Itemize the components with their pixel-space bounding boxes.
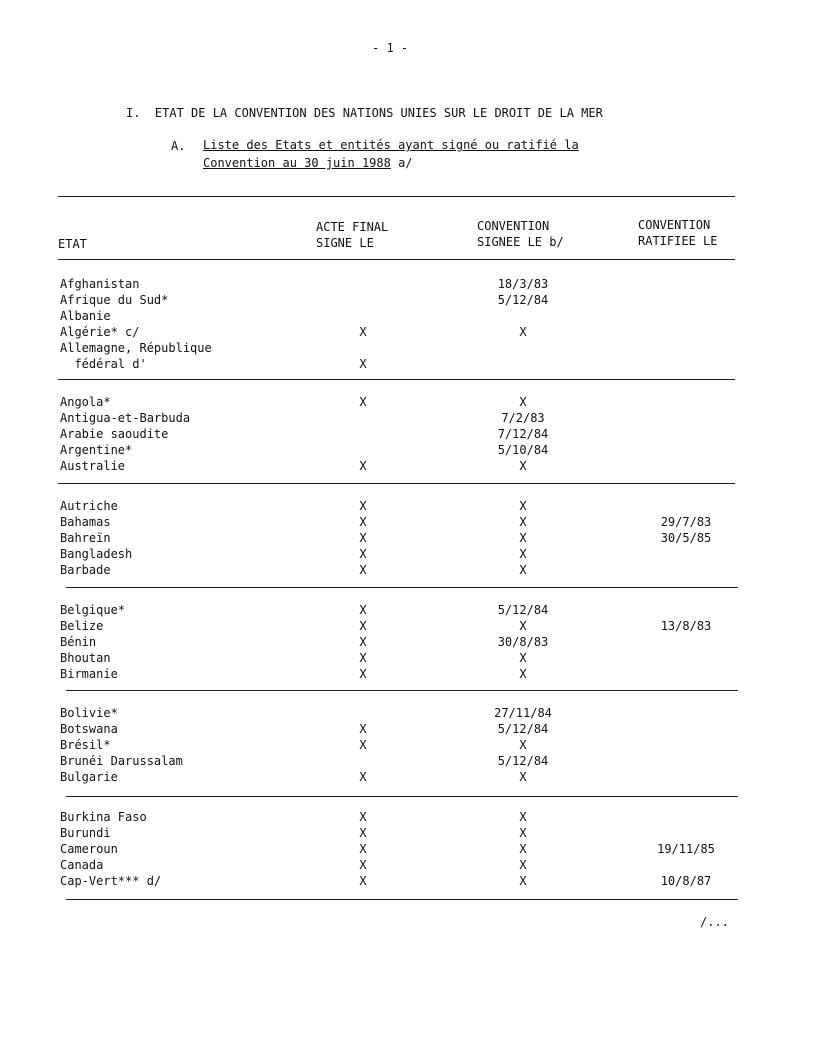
state-name: Belize (60, 619, 104, 633)
table-row (58, 530, 758, 546)
group-divider-rule (66, 796, 738, 797)
table-row (58, 602, 758, 618)
state-name: Barbade (60, 563, 111, 577)
convention-signed: X (519, 826, 527, 840)
continued-marker: /... (700, 915, 729, 929)
convention-signed: 18/3/83 (497, 277, 549, 291)
convention-ratified: 29/7/83 (660, 515, 712, 529)
convention-signed: X (519, 651, 527, 665)
subsection-title-line1: Liste des Etats et entités ayant signé ou ratifié la (203, 138, 579, 152)
header-acte-line1: ACTE FINAL (316, 220, 389, 234)
state-name: Cap-Vert*** d/ (60, 874, 162, 888)
state-name: Cameroun (60, 842, 118, 856)
state-name: Brunéi Darussalam (60, 754, 183, 768)
acte-final-signed: X (359, 547, 367, 561)
acte-final-signed: X (359, 563, 367, 577)
convention-signed: X (519, 325, 527, 339)
subsection-marker: A. (171, 139, 186, 153)
header-rat-line1: CONVENTION (638, 218, 711, 232)
acte-final-signed: X (359, 667, 367, 681)
convention-signed: 7/2/83 (501, 411, 545, 425)
convention-signed: X (519, 459, 527, 473)
state-name: Afrique du Sud* (60, 293, 169, 307)
state-name: fédéral d' (60, 357, 147, 371)
table-row (58, 426, 758, 442)
state-name: Canada (60, 858, 104, 872)
acte-final-signed: X (359, 619, 367, 633)
header-rat-line2: RATIFIEE LE (638, 234, 718, 248)
acte-final-signed: X (359, 603, 367, 617)
table-row (58, 634, 758, 650)
convention-signed: 30/8/83 (497, 635, 549, 649)
acte-final-signed: X (359, 635, 367, 649)
table-row (58, 666, 758, 682)
state-name: Argentine* (60, 443, 133, 457)
state-name: Birmanie (60, 667, 118, 681)
convention-signed: X (519, 810, 527, 824)
header-acte-line2: SIGNE LE (316, 236, 374, 250)
state-name: Belgique* (60, 603, 126, 617)
state-name: Albanie (60, 309, 111, 323)
acte-final-signed: X (359, 459, 367, 473)
convention-signed: X (519, 842, 527, 856)
convention-signed: X (519, 499, 527, 513)
convention-signed: X (519, 515, 527, 529)
header-etat: ETAT (58, 237, 87, 251)
convention-signed: X (519, 770, 527, 784)
page-number: - 1 - (372, 41, 409, 55)
acte-final-signed: X (359, 651, 367, 665)
table-row (58, 410, 758, 426)
table-row (58, 873, 758, 889)
group-divider-rule (66, 690, 738, 691)
convention-signed: 5/12/84 (497, 293, 549, 307)
state-name: Bénin (60, 635, 97, 649)
convention-signed: 27/11/84 (494, 706, 552, 720)
acte-final-signed: X (359, 515, 367, 529)
state-name: Angola* (60, 395, 111, 409)
acte-final-signed: X (359, 395, 367, 409)
table-row (58, 394, 758, 410)
convention-signed: 7/12/84 (497, 427, 549, 441)
state-name: Bulgarie (60, 770, 118, 784)
state-name: Afghanistan (60, 277, 140, 291)
convention-signed: 5/12/84 (497, 722, 549, 736)
table-row (58, 809, 758, 825)
acte-final-signed: X (359, 738, 367, 752)
convention-signed: X (519, 619, 527, 633)
table-row (58, 308, 758, 324)
convention-signed: X (519, 395, 527, 409)
state-name: Bahamas (60, 515, 111, 529)
state-name: Burundi (60, 826, 111, 840)
table-row (58, 442, 758, 458)
convention-signed: 5/10/84 (497, 443, 549, 457)
table-row (58, 562, 758, 578)
group-divider-rule (66, 587, 738, 588)
convention-signed: X (519, 738, 527, 752)
subsection-title-line2 (203, 155, 413, 171)
table-row (58, 340, 758, 356)
table-row (58, 356, 758, 372)
acte-final-signed: X (359, 531, 367, 545)
group-divider-rule (58, 379, 735, 380)
convention-ratified: 30/5/85 (660, 531, 712, 545)
table-row (58, 276, 758, 292)
state-name: Brésil* (60, 738, 111, 752)
acte-final-signed: X (359, 770, 367, 784)
section-heading: I. ETAT DE LA CONVENTION DES NATIONS UNIES SUR LE DROIT DE LA MER (126, 106, 603, 120)
table-top-rule (58, 196, 735, 197)
convention-ratified: 13/8/83 (660, 619, 712, 633)
convention-signed: X (519, 547, 527, 561)
state-name: Burkina Faso (60, 810, 147, 824)
convention-signed: X (519, 874, 527, 888)
acte-final-signed: X (359, 842, 367, 856)
convention-signed: 5/12/84 (497, 754, 549, 768)
group-divider-rule (58, 483, 735, 484)
acte-final-signed: X (359, 499, 367, 513)
table-row (58, 769, 758, 785)
convention-ratified: 19/11/85 (657, 842, 715, 856)
table-row (58, 857, 758, 873)
subsection-title-line2-text: Convention au 30 juin 1988 (203, 156, 391, 170)
acte-final-signed: X (359, 826, 367, 840)
table-row (58, 546, 758, 562)
convention-signed: 5/12/84 (497, 603, 549, 617)
state-name: Botswana (60, 722, 118, 736)
table-row (58, 705, 758, 721)
acte-final-signed: X (359, 325, 367, 339)
table-row (58, 753, 758, 769)
acte-final-signed: X (359, 874, 367, 888)
state-name: Allemagne, République (60, 341, 212, 355)
acte-final-signed: X (359, 357, 367, 371)
table-row (58, 498, 758, 514)
state-name: Antigua-et-Barbuda (60, 411, 191, 425)
table-row (58, 721, 758, 737)
convention-signed: X (519, 563, 527, 577)
convention-ratified: 10/8/87 (660, 874, 712, 888)
subsection-note-ref: a/ (398, 156, 413, 170)
state-name: Autriche (60, 499, 118, 513)
group-divider-rule (66, 899, 738, 900)
state-name: Algérie* c/ (60, 325, 140, 339)
state-name: Bahreïn (60, 531, 111, 545)
header-bottom-rule (58, 259, 735, 260)
header-sign-line1: CONVENTION (477, 219, 550, 233)
table-row (58, 650, 758, 666)
state-name: Australie (60, 459, 126, 473)
table-row (58, 618, 758, 634)
state-name: Bangladesh (60, 547, 133, 561)
acte-final-signed: X (359, 810, 367, 824)
acte-final-signed: X (359, 858, 367, 872)
table-row (58, 324, 758, 340)
table-row (58, 458, 758, 474)
state-name: Bolivie* (60, 706, 118, 720)
convention-signed: X (519, 531, 527, 545)
header-sign-line2: SIGNEE LE b/ (477, 235, 564, 249)
table-row (58, 825, 758, 841)
table-row (58, 514, 758, 530)
state-name: Bhoutan (60, 651, 111, 665)
acte-final-signed: X (359, 722, 367, 736)
table-row (58, 292, 758, 308)
table-row (58, 841, 758, 857)
convention-signed: X (519, 858, 527, 872)
table-row (58, 737, 758, 753)
state-name: Arabie saoudite (60, 427, 169, 441)
convention-signed: X (519, 667, 527, 681)
